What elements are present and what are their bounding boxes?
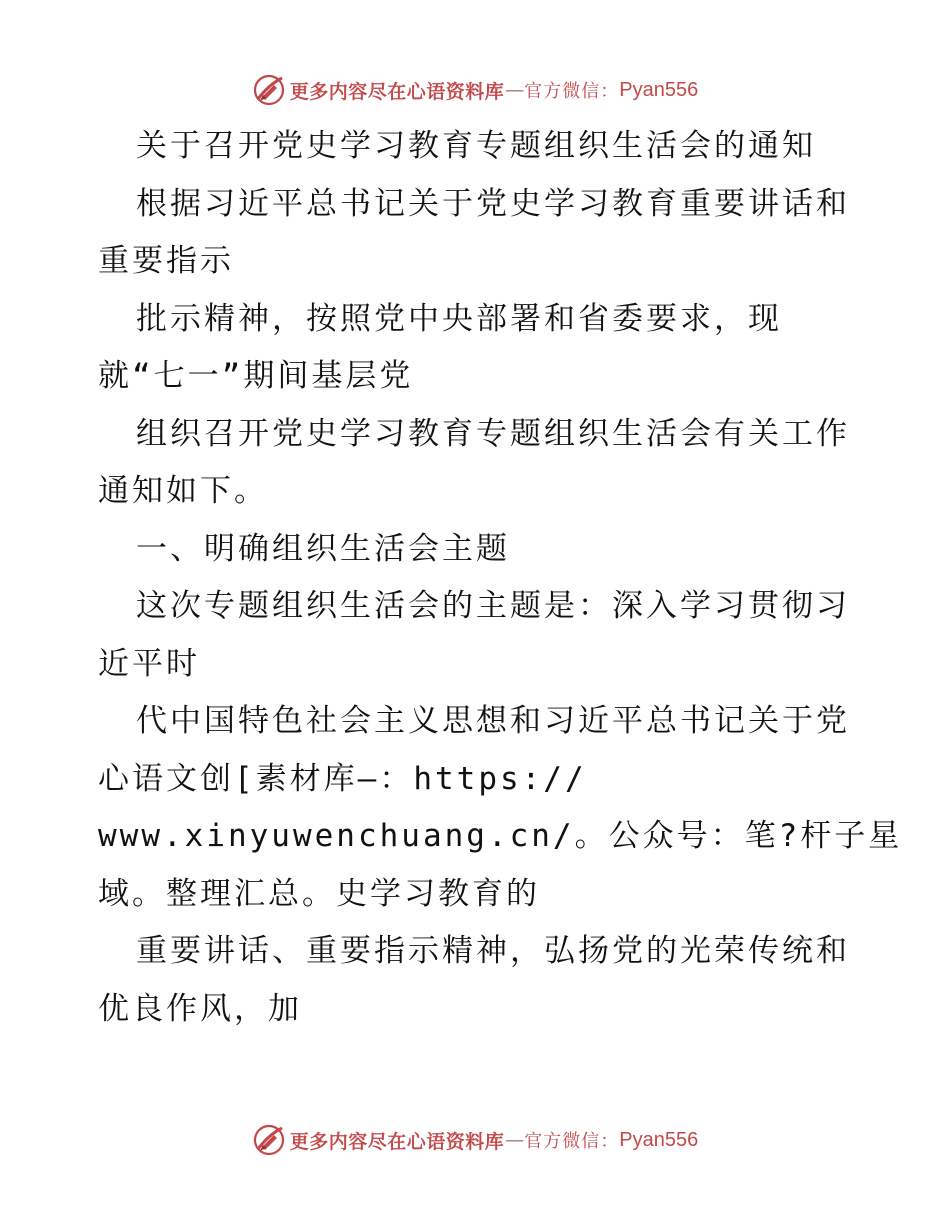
- banner-wechat-label: 官方微信：: [524, 81, 620, 102]
- paragraph-line: 组织召开党史学习教育专题组织生活会有关工作: [136, 415, 850, 452]
- banner-dash: —: [505, 1129, 525, 1151]
- paragraph-line: 重要讲话、重要指示精神，弘扬党的光荣传统和: [136, 933, 850, 969]
- paragraph-line: 优良作风，加: [98, 990, 302, 1027]
- paragraph-line: 重要指示: [98, 243, 234, 279]
- paragraph-line: 通知如下。: [98, 473, 268, 509]
- banner-wechat-id: Pyan556: [619, 1128, 699, 1151]
- paragraph-line: 这次专题组织生活会的主题是：深入学习贯彻习: [136, 588, 850, 624]
- pen-logo-icon: [252, 73, 286, 107]
- document-title: 关于召开党史学习教育专题组织生活会的通知: [136, 128, 816, 164]
- header-banner: [0, 70, 950, 110]
- banner-wechat-label: 官方微信：: [524, 1131, 620, 1152]
- banner-wechat-id: Pyan556: [619, 78, 699, 101]
- paragraph-line: 域。整理汇总。史学习教育的: [98, 875, 540, 912]
- paragraph-line: 批示精神，按照党中央部署和省委要求，现: [136, 300, 782, 337]
- footer-banner: [0, 1120, 950, 1160]
- paragraph-line: 根据习近平总书记关于党史学习教育重要讲话和: [136, 185, 850, 222]
- section-heading: 一、明确组织生活会主题: [136, 530, 510, 567]
- paragraph-line: 心语文创[素材库—：https://: [98, 760, 587, 797]
- document-body: [98, 118, 903, 1038]
- paragraph-line: www.xinyuwenchuang.cn/。公众号：笔?杆子星: [98, 818, 903, 854]
- banner-dash: —: [505, 79, 525, 101]
- paragraph-line: 就“七一”期间基层党: [98, 358, 414, 394]
- paragraph-line: 代中国特色社会主义思想和习近平总书记关于党: [136, 703, 850, 739]
- paragraph-line: 近平时: [98, 645, 200, 682]
- banner-brand-text: 更多内容尽在心语资料库: [289, 80, 505, 103]
- pen-logo-icon: [252, 1123, 286, 1157]
- banner-brand-text: 更多内容尽在心语资料库: [289, 1130, 505, 1153]
